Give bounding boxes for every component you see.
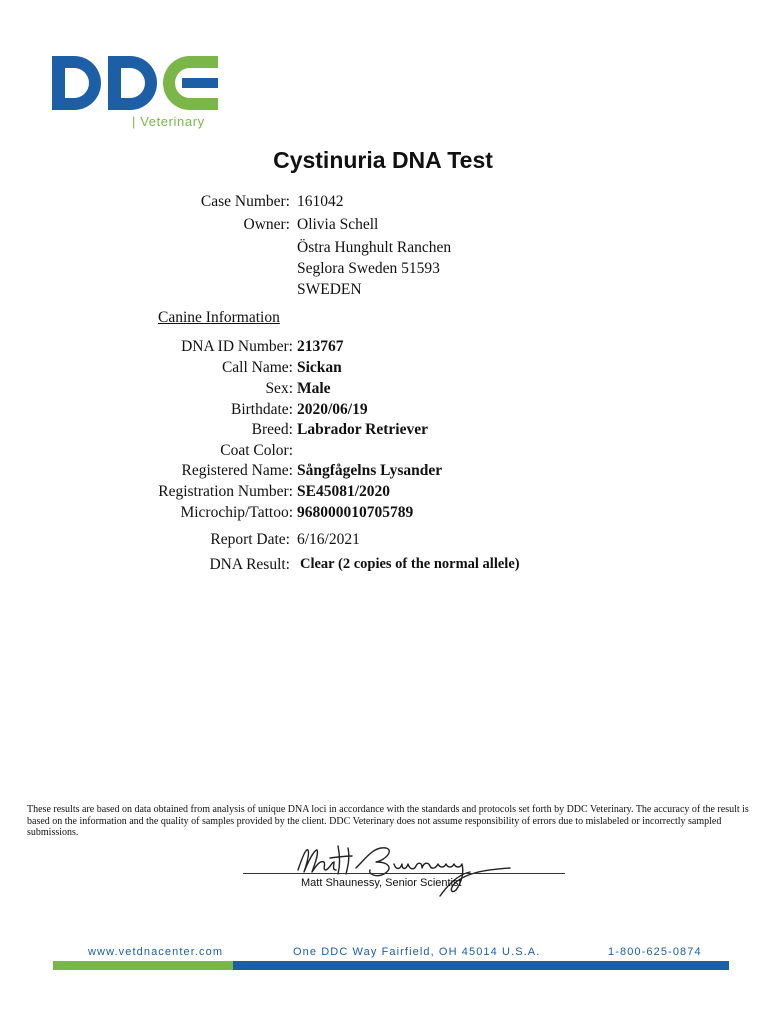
field-label: DNA ID Number: xyxy=(181,338,293,355)
canine-info-heading: Canine Information xyxy=(158,309,280,326)
case-number-value: 161042 xyxy=(297,193,344,210)
ddc-logo-mark xyxy=(52,56,218,110)
field-value: 213767 xyxy=(297,338,344,355)
page-title: Cystinuria DNA Test xyxy=(273,147,493,173)
signature-line xyxy=(243,873,565,874)
owner-address-line-1: Östra Hunghult Ranchen xyxy=(297,239,452,256)
field-value: Male xyxy=(297,380,331,397)
field-label: Registered Name: xyxy=(181,462,293,479)
owner-label: Owner: xyxy=(243,216,290,233)
dna-result-label: DNA Result: xyxy=(209,556,290,573)
field-label: Microchip/Tattoo: xyxy=(180,504,293,521)
footer-address: One DDC Way Fairfield, OH 45014 U.S.A. xyxy=(293,946,541,958)
field-label: Birthdate: xyxy=(231,401,293,418)
field-value: 2020/06/19 xyxy=(297,401,368,418)
report-date-value: 6/16/2021 xyxy=(297,531,360,548)
field-value: 968000010705789 xyxy=(297,504,414,521)
field-label: Sex: xyxy=(265,380,293,397)
field-label: Breed: xyxy=(251,421,293,438)
footer-phone: 1-800-625-0874 xyxy=(608,946,702,958)
field-label: Registration Number: xyxy=(158,483,293,500)
field-value: Sångfågelns Lysander xyxy=(297,462,443,479)
field-value: SE45081/2020 xyxy=(297,483,391,500)
logo-subtitle: | Veterinary xyxy=(132,114,205,129)
footer-website: www.vetdnacenter.com xyxy=(88,946,224,958)
field-label: Coat Color: xyxy=(220,442,293,459)
handwritten-signature xyxy=(290,838,530,898)
owner-country: SWEDEN xyxy=(297,281,362,298)
dna-result-value: Clear (2 copies of the normal allele) xyxy=(300,556,520,572)
signer-name: Matt Shaunessy, Senior Scientist xyxy=(301,877,462,889)
footer-bar-blue xyxy=(233,961,729,970)
owner-address-line-2: Seglora Sweden 51593 xyxy=(297,260,440,277)
report-date-label: Report Date: xyxy=(210,531,290,548)
case-number-label: Case Number: xyxy=(200,193,290,210)
field-value: Labrador Retriever xyxy=(297,421,428,438)
ddc-veterinary-logo xyxy=(52,56,218,132)
field-value: Sickan xyxy=(297,359,342,376)
field-label: Call Name: xyxy=(221,359,293,376)
footer-bar-green xyxy=(53,961,233,970)
disclaimer-text: These results are based on data obtained from analysis of unique DNA loci in accordance with the standards and protocols set forth by DDC Veterinary. The accuracy of the result is based on the information and the quality of samples provided by the client. DDC Veterinary does not assume responsibility of errors due to mislabeled or incorrectly sampled submissions. xyxy=(27,804,749,838)
owner-name: Olivia Schell xyxy=(297,216,379,233)
